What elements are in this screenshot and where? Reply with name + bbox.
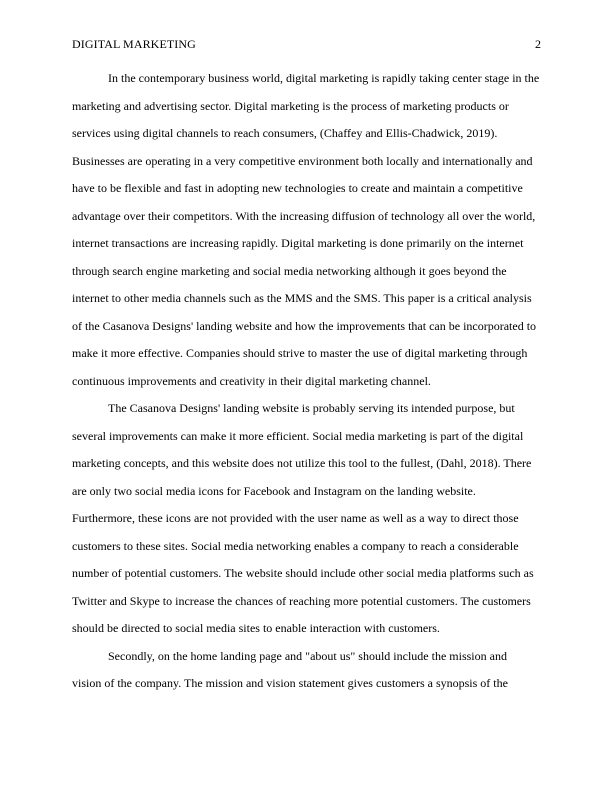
body-text (72, 68, 542, 701)
paragraph-2 (72, 398, 542, 646)
text-line: have to be flexible and fast in adopting new technologies to create and maintain a competitive (72, 181, 523, 195)
text-line: should be directed to social media sites to enable interaction with customers. (72, 621, 440, 635)
running-head: DIGITAL MARKETING (72, 37, 196, 51)
text-line: continuous improvements and creativity in their digital marketing channel. (72, 373, 431, 388)
text-line: advantage over their competitors. With the increasing diffusion of technology all over the world, (72, 208, 536, 223)
text-line: Furthermore, these icons are not provided with the user name as well as a way to direct those (72, 511, 519, 525)
text-line: In the contemporary business world, digital marketing is rapidly taking center stage in the (108, 71, 540, 85)
text-line: are only two social media icons for Facebook and Instagram on the landing website. (72, 483, 476, 498)
text-line: several improvements can make it more efficient. Social media marketing is part of the digital (72, 428, 524, 443)
text-line: make it more effective. Companies should strive to master the use of digital marketing through (72, 346, 528, 360)
text-line: services using digital channels to reach consumers, (Chaffey and Ellis-Chadwick, 2019). (72, 126, 498, 140)
text-line: Businesses are operating in a very competitive environment both locally and internationally and (72, 153, 533, 168)
paragraph-1 (72, 68, 542, 398)
text-line: vision of the company. The mission and vision statement gives customers a synopsis of the (72, 676, 508, 690)
text-line: marketing and advertising sector. Digital marketing is the process of marketing products or (72, 98, 509, 113)
text-line: Twitter and Skype to increase the chances of reaching more potential customers. The customers (72, 593, 531, 608)
text-line: Secondly, on the home landing page and "about us" should include the mission and (108, 648, 507, 663)
text-line: internet to other media channels such as the MMS and the SMS. This paper is a critical analysis (72, 291, 532, 305)
text-line: number of potential customers. The website should include other social media platforms such as (72, 566, 534, 580)
text-line: internet transactions are increasing rapidly. Digital marketing is done primarily on the internet (72, 236, 524, 250)
text-line: customers to these sites. Social media networking enables a company to reach a considerable (72, 538, 519, 553)
page-number: 2 (535, 37, 541, 51)
text-line: The Casanova Designs' landing website is probably serving its intended purpose, but (108, 401, 515, 415)
text-line: marketing concepts, and this website does not utilize this tool to the fullest, (Dahl, 2018). There (72, 456, 532, 470)
paragraph-3 (72, 646, 542, 701)
text-line: through search engine marketing and social media networking although it goes beyond the (72, 263, 507, 278)
text-line: of the Casanova Designs' landing website and how the improvements that can be incorporated to (72, 318, 537, 333)
